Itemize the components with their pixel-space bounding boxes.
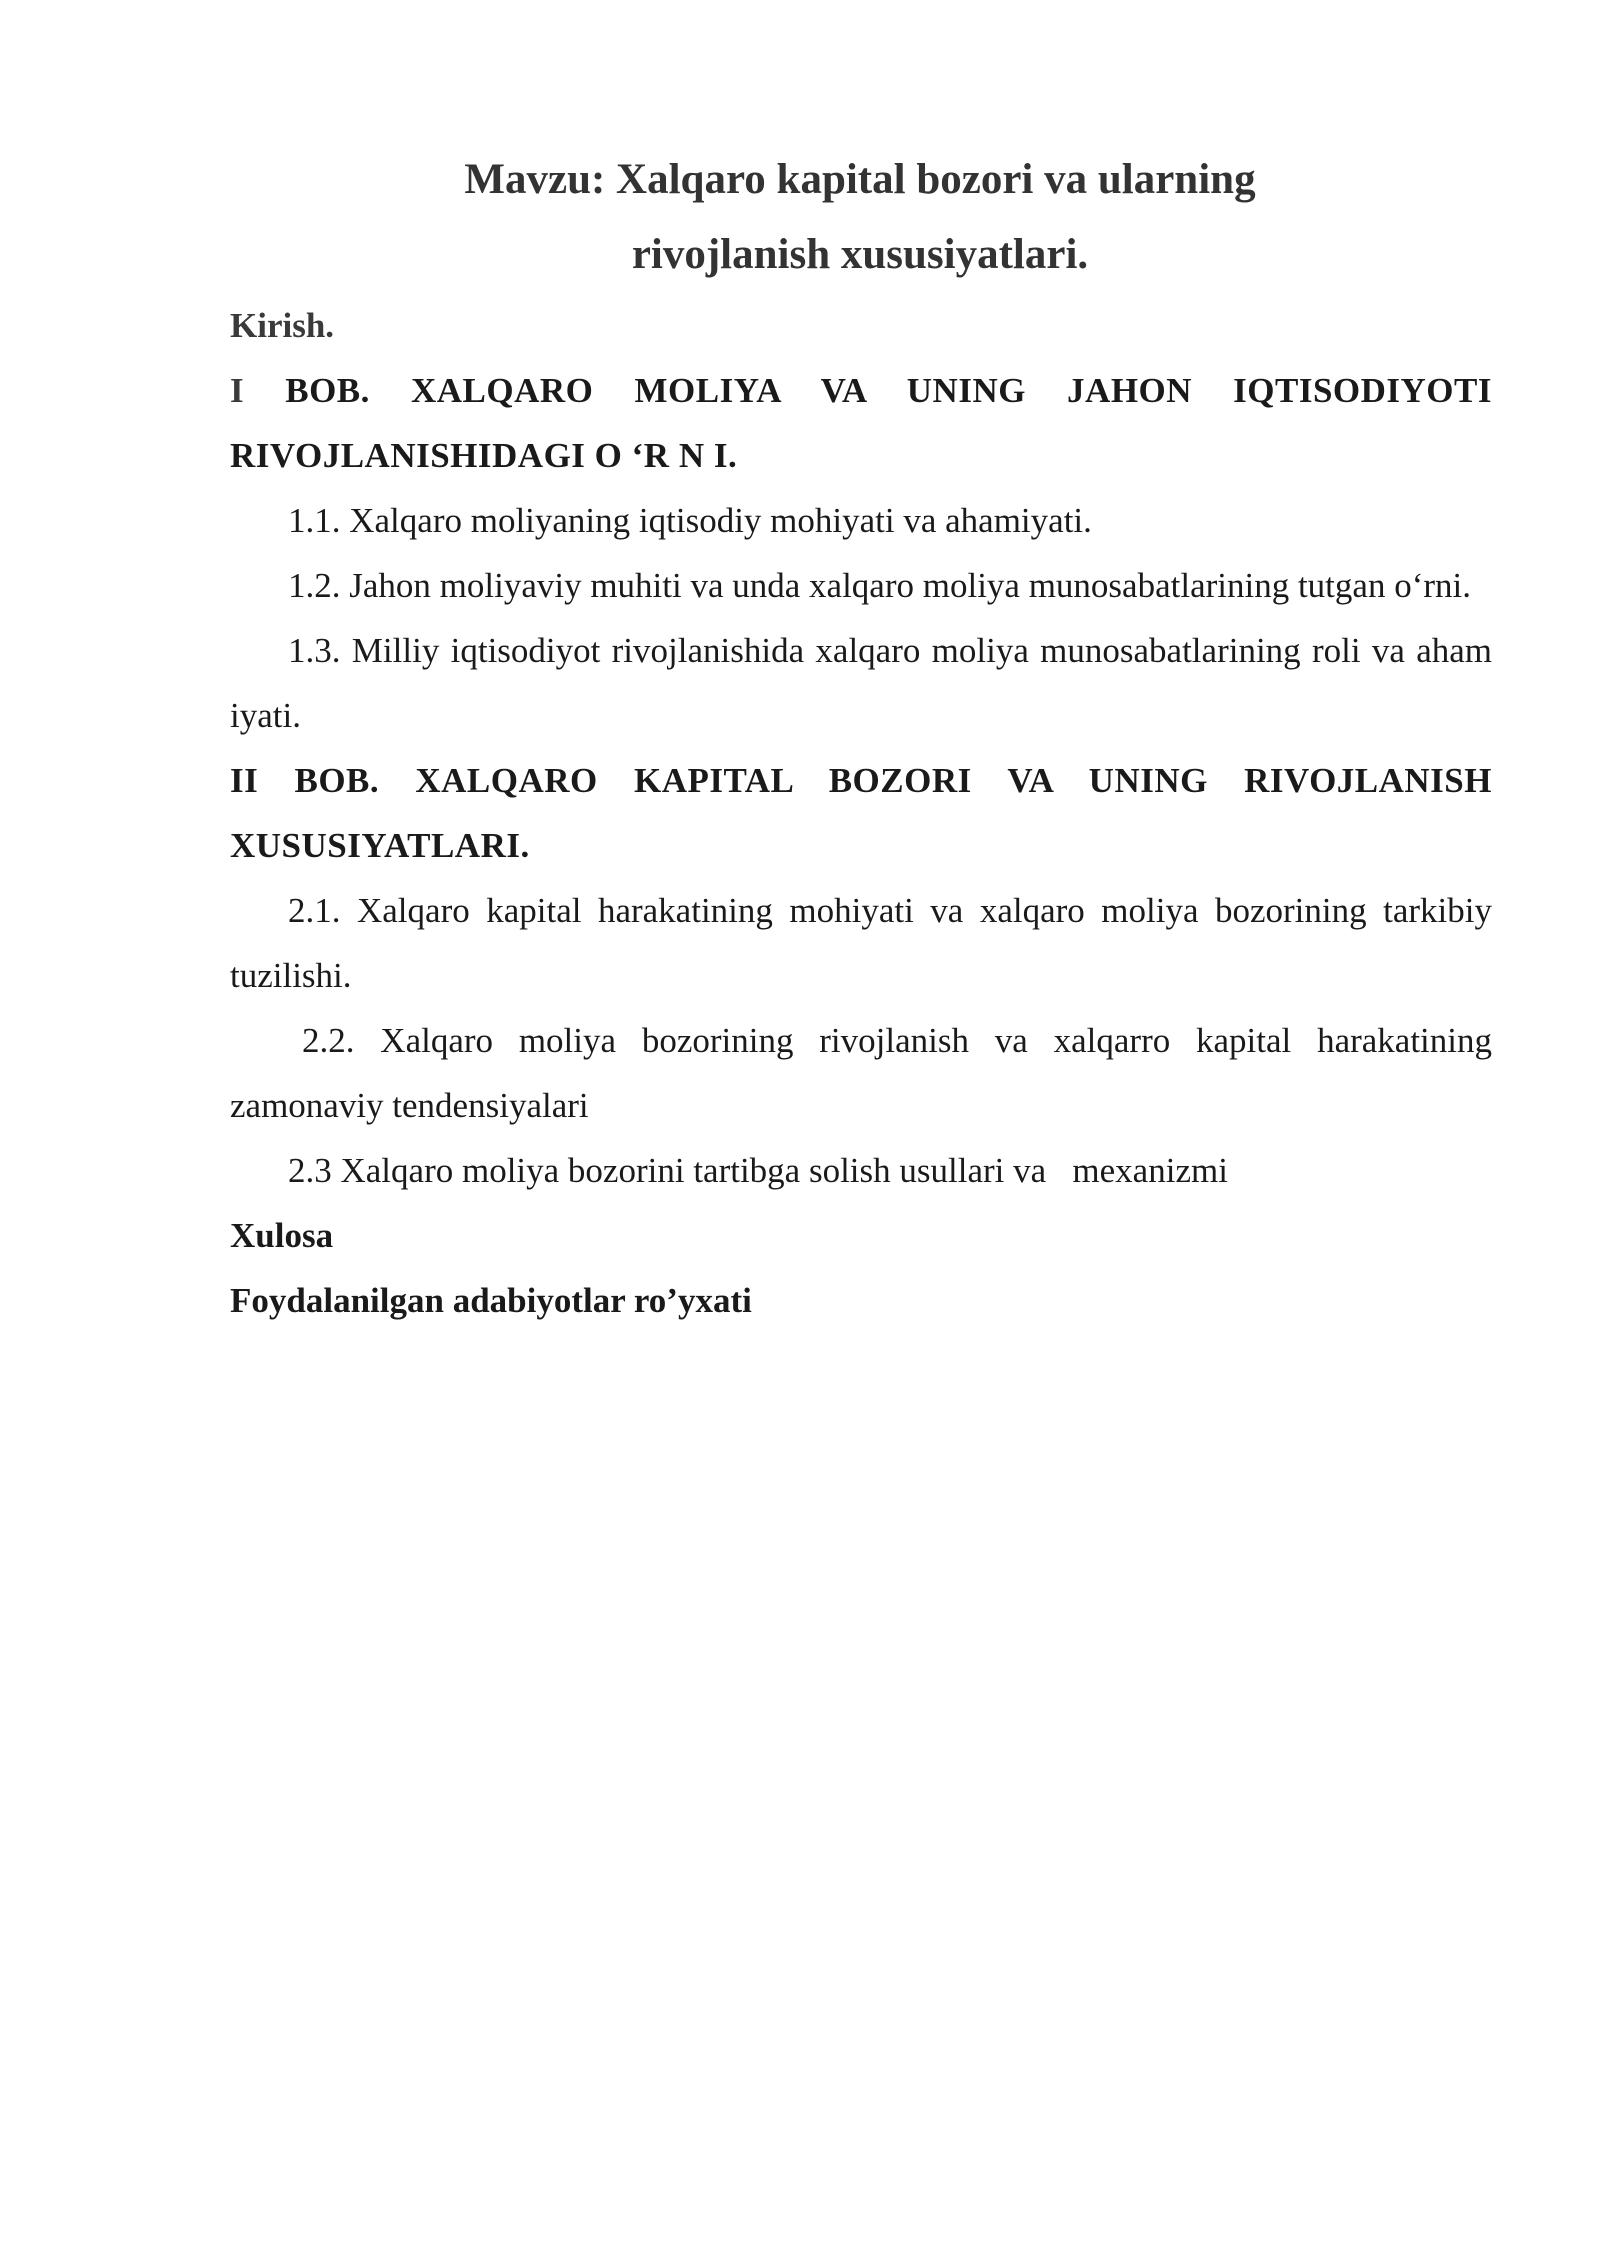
chapter-1-title: BOB. XALQARO MOLIYA VA UNING JAHON IQTISODIYOTI RIVOJLANISHIDAGI O ‘R N I. xyxy=(230,371,1492,475)
toc-intro: Kirish. xyxy=(230,306,335,345)
toc-references: Foydalanilgan adabiyotlar ro’yxati xyxy=(230,1281,752,1320)
table-of-contents xyxy=(230,293,1492,1333)
toc-section-1-3: 1.3. Milliy iqtisodiyot rivojlanishida xalqaro moliya munosabatlarining roli va aham iyati. xyxy=(230,631,1492,735)
document-title-line-1: Mavzu: Xalqaro kapital bozori va ularning xyxy=(464,156,1256,203)
toc-section-1-2: 1.2. Jahon moliyaviy muhiti va unda xalqaro moliya munosabatlarining tutgan o‘rni. xyxy=(288,566,1471,605)
toc-chapter-2: II BOB. XALQARO KAPITAL BOZORI VA UNING RIVOJLANISH XUSUSIYATLARI. xyxy=(230,761,1492,865)
document-title-line-2: rivojlanish xususiyatlari. xyxy=(631,231,1089,278)
toc-chapter-1 xyxy=(230,358,1492,488)
toc-section-2-2: 2.2. Xalqaro moliya bozorining rivojlanish va xalqarro kapital harakatining zamonaviy tendensiyalari xyxy=(230,1021,1492,1125)
toc-section-2-3: 2.3 Xalqaro moliya bozorini tartibga solish usullari va mexanizmi xyxy=(288,1151,1228,1190)
toc-section-2-1: 2.1. Xalqaro kapital harakatining mohiyati va xalqaro moliya bozorining tarkibiy tuzilishi. xyxy=(230,891,1492,995)
toc-conclusion: Xulosa xyxy=(230,1216,334,1255)
toc-section-1-1: 1.1. Xalqaro moliyaning iqtisodiy mohiyati va ahamiyati. xyxy=(288,501,1092,540)
chapter-1-numeral: I xyxy=(230,371,245,410)
